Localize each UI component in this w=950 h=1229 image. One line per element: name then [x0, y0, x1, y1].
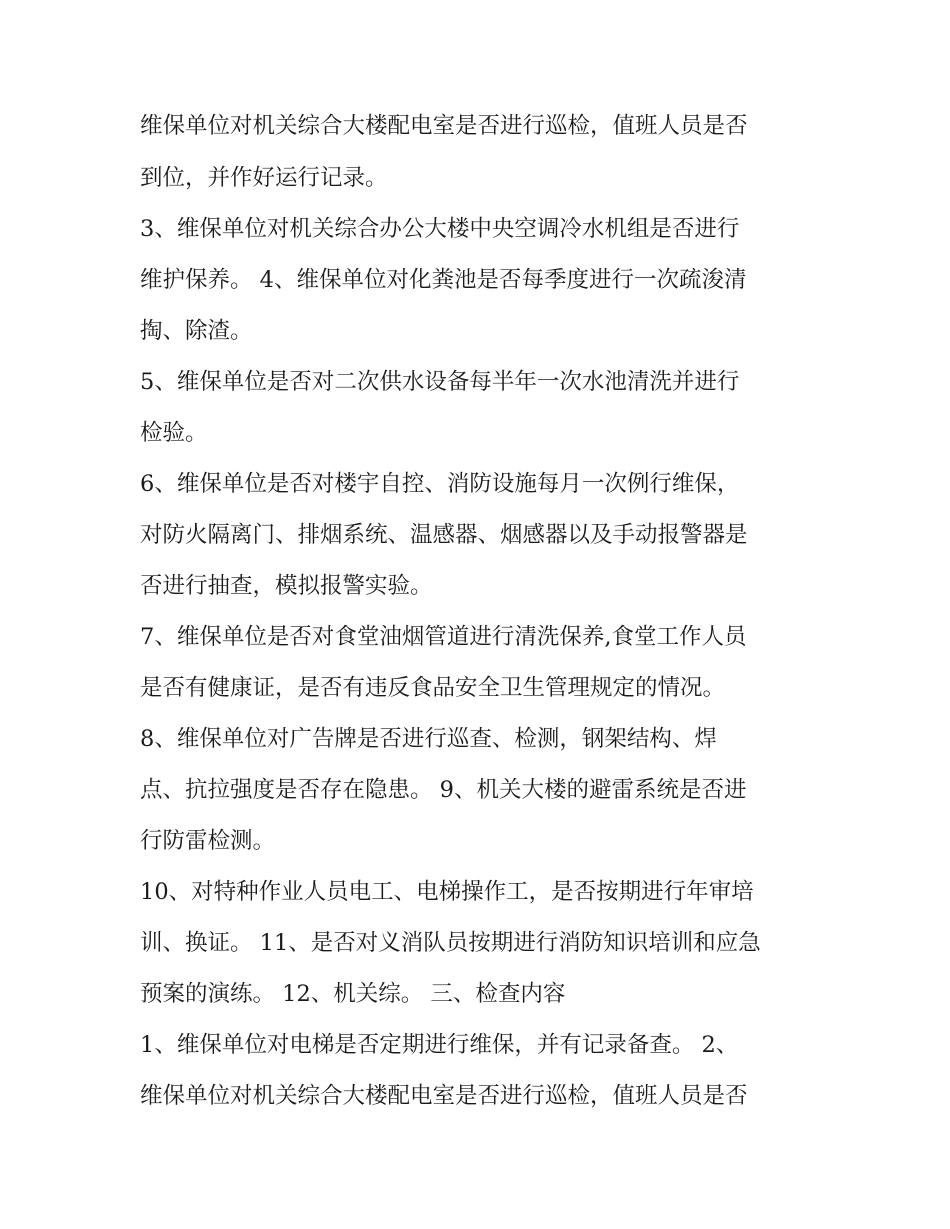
- text-line: 维保单位对机关综合大楼配电室是否进行巡检，值班人员是否: [140, 113, 748, 139]
- text-line: 到位，并作好运行记录。: [140, 165, 388, 191]
- text-line: 点、抗拉强度是否存在隐患。 9、机关大楼的避雷系统是否进: [140, 777, 747, 803]
- text-line: 检验。: [140, 420, 208, 446]
- text-line: 10、对特种作业人员电工、电梯操作工，是否按期进行年审培: [140, 879, 754, 905]
- text-line: 5、维保单位是否对二次供水设备每半年一次水池清洗并进行: [140, 369, 740, 395]
- text-line: 预案的演练。 12、机关综。 三、检查内容: [140, 981, 566, 1007]
- text-line: 维保单位对机关综合大楼配电室是否进行巡检，值班人员是否: [140, 1083, 748, 1109]
- text-line: 8、维保单位对广告牌是否进行巡查、检测，钢架结构、焊: [140, 726, 717, 752]
- text-line: 对防火隔离门、排烟系统、温感器、烟感器以及手动报警器是: [140, 522, 748, 548]
- text-line: 否进行抽查，模拟报警实验。: [140, 573, 433, 599]
- text-line: 1、维保单位对电梯是否定期进行维保，并有记录备查。 2、: [140, 1032, 739, 1058]
- text-line: 训、换证。 11、是否对义消队员按期进行消防知识培训和应急: [140, 930, 761, 956]
- text-line: 掏、除渣。: [140, 318, 253, 344]
- text-line: 3、维保单位对机关综合办公大楼中央空调冷水机组是否进行: [140, 216, 740, 242]
- text-line: 行防雷检测。: [140, 828, 276, 854]
- text-line: 7、维保单位是否对食堂油烟管道进行清洗保养,食堂工作人员: [140, 624, 747, 650]
- text-line: 6、维保单位是否对楼宇自控、消防设施每月一次例行维保，: [140, 471, 740, 497]
- text-line: 维护保养。 4、维保单位对化粪池是否每季度进行一次疏浚清: [140, 267, 747, 293]
- text-line: 是否有健康证，是否有违反食品安全卫生管理规定的情况。: [140, 675, 726, 701]
